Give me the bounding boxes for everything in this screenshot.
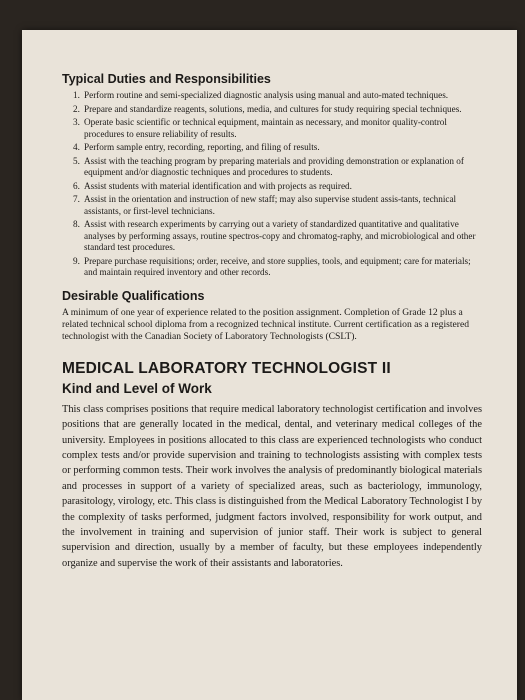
duties-list (62, 90, 482, 279)
list-item: 5. Assist with the teaching program by preparing materials and providing demonstration or explanation of equipment and/or diagnostic techniques and procedures to students. (73, 155, 464, 177)
list-item: 8. Assist with research experiments by carrying out a variety of standardized quantitative and qualitative analyses by performing assays, routine spectros-copy and chromatog-raphy, and microbiological and other standard test procedures. (73, 219, 476, 252)
kind-level-text: This class comprises positions that require medical laboratory technologist certification and involves positions that are generally located in the medical, dental, and veterinary medical colleges of the university. Employees in positions allocated to this class are experienced technologists who conduct complex tests and/or provide supervision and training to technologists assisting with complex tests or performing common tests. Their work involves the analysis of predominantly biological materials and processes in support of a variety of specialized areas, such as bacteriology, immunology, parasitology, virology, etc. This class is distinguished from the Medical Laboratory Technologist I by the complexity of tasks performed, judgment factors involved, responsibility for work output, and the involvement in training and supervision of junior staff. Their work is subject to general supervision and direction, usually by a member of faculty, but these employees independently organize and supervise the work of their assistants and laboratories. (62, 403, 483, 569)
list-item: 3. Operate basic scientific or technical equipment, maintain as necessary, and monitor quality-control procedures to ensure reliability of results. (73, 117, 447, 139)
duties-heading: Typical Duties and Responsibilities (62, 72, 271, 86)
list-item: 9. Prepare purchase requisitions; order, receive, and store supplies, tools, and equipment; care for materials; and maintain required inventory and other records. (73, 255, 471, 277)
position-title: MEDICAL LABORATORY TECHNOLOGIST II (62, 359, 391, 377)
list-item: 2. Prepare and standardize reagents, solutions, media, and cultures for study requiring special techniques. (73, 103, 462, 114)
qualifications-text: A minimum of one year of experience related to the position assignment. Completion of Grade 12 plus a related technical school diploma from a recognized technical institute. Current certification as a registered technologist with the Canadian Society of Laboratory Technologists (CSLT). (62, 306, 470, 343)
list-item: 4. Perform sample entry, recording, reporting, and filing of results. (73, 142, 320, 152)
page-content (62, 72, 482, 571)
qualifications-heading: Desirable Qualifications (62, 288, 205, 303)
list-item: 1. Perform routine and semi-specialized diagnostic analysis using manual and auto-mated techniques. (73, 90, 449, 100)
document-page (22, 30, 517, 700)
list-item: 6. Assist students with material identification and with projects as required. (73, 180, 352, 191)
kind-level-heading: Kind and Level of Work (62, 380, 212, 396)
list-item: 7. Assist in the orientation and instruction of new staff; may also supervise student assis-tants, technical assistants, or first-level technicians. (73, 194, 457, 216)
